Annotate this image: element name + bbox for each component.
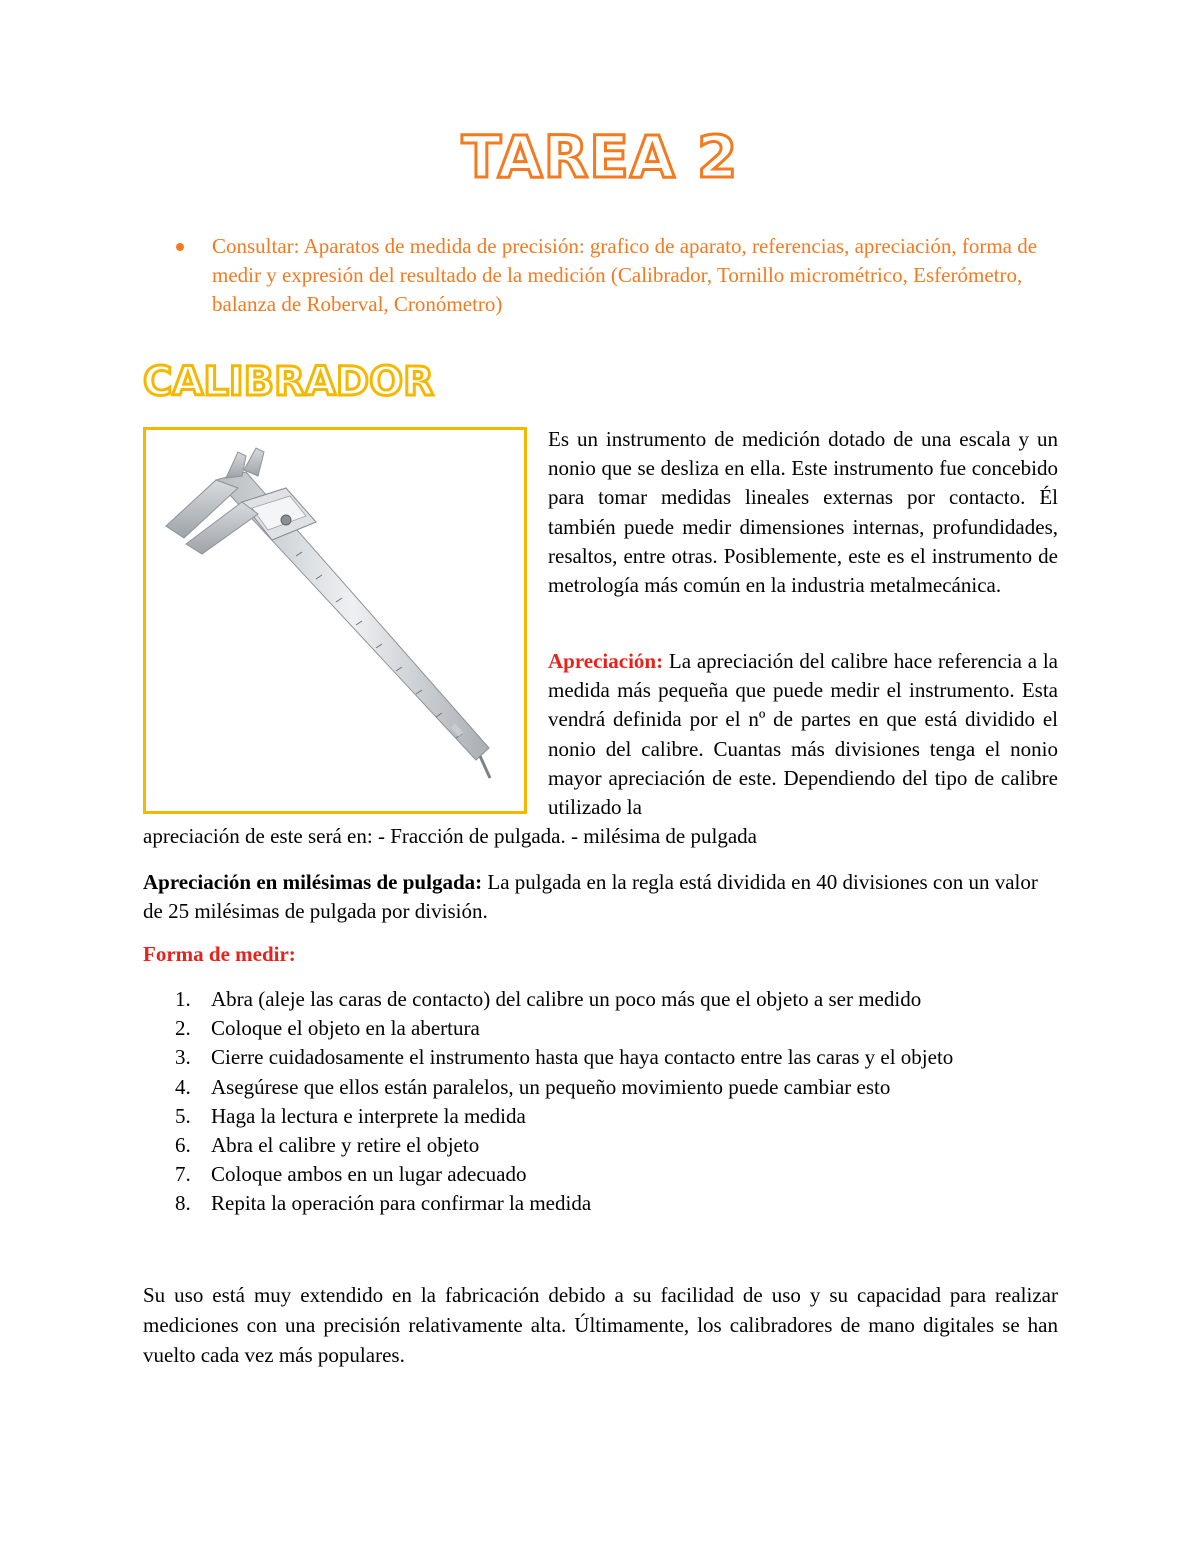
list-item xyxy=(143,1189,1093,1218)
vernier-caliper-icon xyxy=(146,430,524,811)
caliper-photo xyxy=(143,427,527,814)
list-item xyxy=(143,1160,1093,1189)
step-number: 4. xyxy=(175,1074,191,1099)
closing-paragraph: Su uso está muy extendido en la fabricación debido a su facilidad de uso y su capacidad para realizar mediciones con una precisión relativamente alta. Últimamente, los calibradores de mano digitales se han vuelto cada vez más populares. xyxy=(143,1283,1058,1367)
list-item xyxy=(143,1131,1093,1160)
milesimas-label: Apreciación en milésimas de pulgada: xyxy=(143,870,483,894)
task-bullet xyxy=(176,232,1066,319)
list-item xyxy=(143,985,1093,1014)
milesimas-text: La pulgada en la regla está dividida en 40 divisiones con un valor de 25 milésimas de pulgada por división. xyxy=(143,870,1038,924)
step-number: 2. xyxy=(175,1016,191,1041)
step-number: 3. xyxy=(175,1045,191,1070)
step-text: Abra el calibre y retire el objeto xyxy=(211,1133,480,1158)
section-heading: CALIBRADOR xyxy=(143,359,434,405)
bullet-icon xyxy=(176,243,184,251)
page-title: TAREA 2 xyxy=(461,123,739,191)
steps-list xyxy=(143,985,1093,1219)
caliper-description: Es un instrumento de medición dotado de una escala y un nonio que se desliza en ella. Este instrumento fue concebido para tomar medidas lineales externas por contacto. Él también puede medir dimensiones internas, profundidades, resaltos, entre otras. Posiblemente, este es el instrumento de metrología más común en la industria metalmecánica. xyxy=(548,427,1058,598)
step-number: 5. xyxy=(175,1103,191,1128)
step-number: 7. xyxy=(175,1162,191,1187)
list-item xyxy=(143,1073,1093,1102)
apreciacion-continuation: apreciación de este será en: - Fracción de pulgada. - milésima de pulgada xyxy=(143,824,757,848)
step-text: Repita la operación para confirmar la medida xyxy=(211,1191,592,1216)
step-number: 1. xyxy=(175,987,191,1011)
step-text: Coloque el objeto en la abertura xyxy=(211,1016,480,1041)
apreciacion-text: La apreciación del calibre hace referencia a la medida más pequeña que puede medir el instrumento. Esta vendrá definida por el nº de partes en que está dividido el nonio del calibre. Cuantas más divisiones tenga el nonio mayor apreciación de este. Dependiendo del tipo de calibre utilizado la xyxy=(548,649,1058,820)
forma-de-medir-heading: Forma de medir: xyxy=(143,942,296,966)
list-item xyxy=(143,1014,1093,1043)
list-item xyxy=(143,1043,1093,1072)
step-number: 8. xyxy=(175,1191,191,1216)
step-text: Abra (aleje las caras de contacto) del calibre un poco más que el objeto a ser medido xyxy=(211,987,922,1011)
step-text: Haga la lectura e interprete la medida xyxy=(211,1103,526,1128)
task-text: Consultar: Aparatos de medida de precisión: grafico de aparato, referencias, apreciación, forma de medir y expresión del resultado de la medición (Calibrador, Tornillo micrométrico, Esferómetro, balanza de Roberval, Cronómetro) xyxy=(212,234,1038,316)
step-text: Cierre cuidadosamente el instrumento hasta que haya contacto entre las caras y el objeto xyxy=(211,1045,954,1070)
milesimas-paragraph xyxy=(143,868,1058,926)
step-number: 6. xyxy=(175,1133,191,1158)
apreciacion-label: Apreciación: xyxy=(548,649,664,673)
step-text: Asegúrese que ellos están paralelos, un pequeño movimiento puede cambiar esto xyxy=(211,1074,891,1099)
list-item xyxy=(143,1102,1093,1131)
step-text: Coloque ambos en un lugar adecuado xyxy=(211,1162,527,1187)
apreciacion-paragraph xyxy=(548,647,1058,822)
